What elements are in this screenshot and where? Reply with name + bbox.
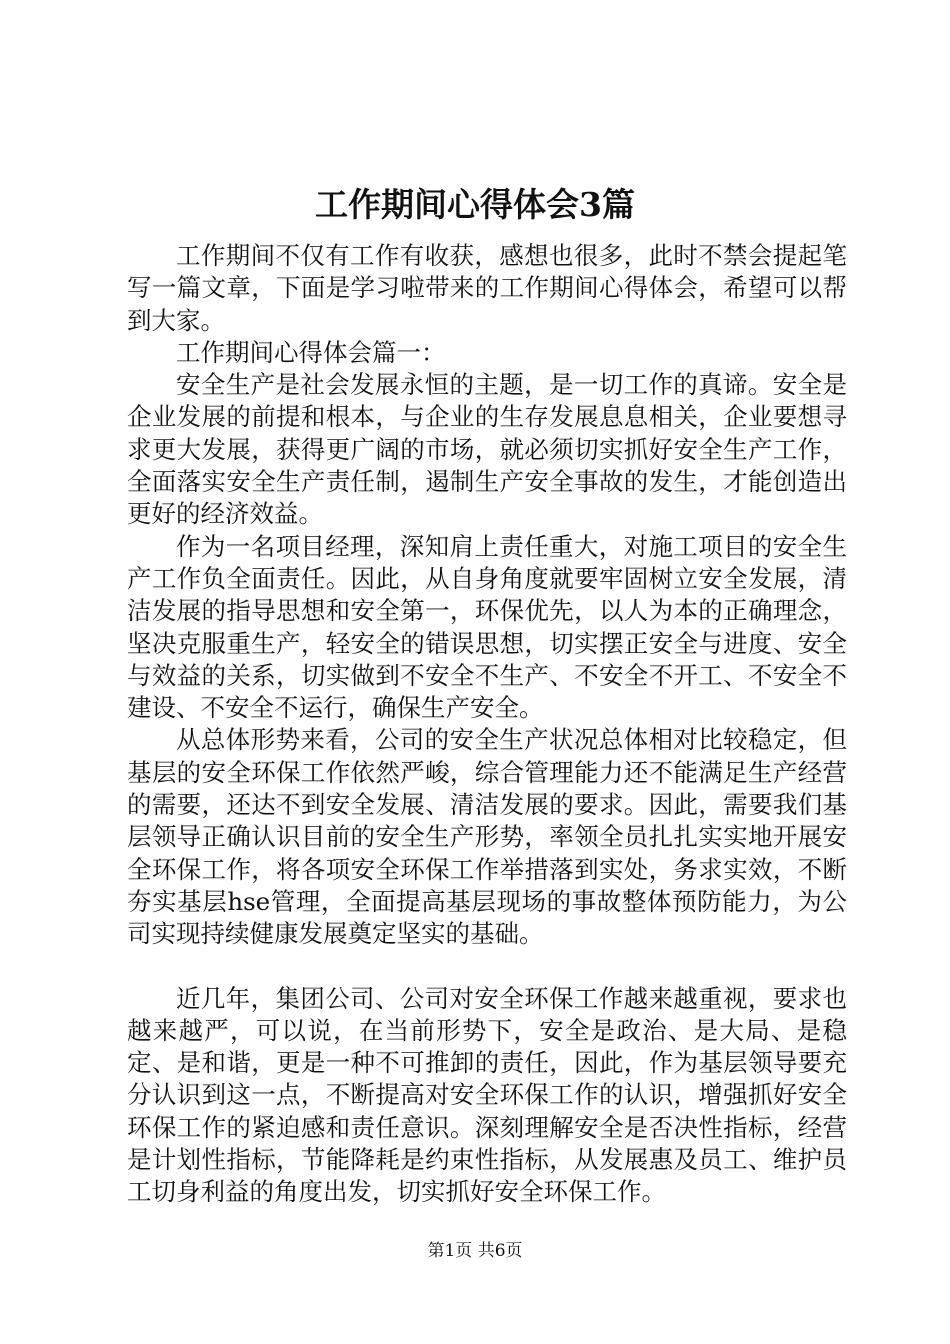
paragraph-project-manager: 作为一名项目经理，深知肩上责任重大，对施工项目的安全生产工作负全面责任。因此，从自身角度就要牢固树立安全发展，清洁发展的指导思想和安全第一，环保优先，以人为本的正确理念，坚决克服重生产，轻安全的错误思想，切实摆正安全与进度、安全与效益的关系，切实做到不安全不生产、不安全不开工、不安全不建设、不安全不运行，确保生产安全。 [127,531,847,723]
paragraph-section-heading: 工作期间心得体会篇一： [176,337,446,367]
page-footer: 第1页 共6页 [427,1241,523,1261]
document-body [127,240,847,1209]
paragraph-intro: 工作期间不仅有工作有收获，感想也很多，此时不禁会提起笔写一篇文章，下面是学习啦带来的工作期间心得体会，希望可以帮到大家。 [127,241,847,335]
paragraph-recent-years: 近几年，集团公司、公司对安全环保工作越来越重视，要求也越来越严，可以说，在当前形势下，安全是政治、是大局、是稳定、是和谐，更是一种不可推卸的责任，因此，作为基层领导要充分认识到这一点，不断提高对安全环保工作的认识，增强抓好安全环保工作的紧迫感和责任意识。深刻理解安全是否决性指标，经营是计划性指标，节能降耗是约束性指标，从发展惠及员工、维护员工切身利益的角度出发，切实抓好安全环保工作。 [127,983,847,1207]
paragraph-safety-theme: 安全生产是社会发展永恒的主题，是一切工作的真谛。安全是企业发展的前提和根本，与企业的生存发展息息相关，企业要想寻求更大发展，获得更广阔的市场，就必须切实抓好安全生产工作，全面落实安全生产责任制，遏制生产安全事故的发生，才能创造出更好的经济效益。 [127,370,847,529]
paragraph-overall-situation: 从总体形势来看，公司的安全生产状况总体相对比较稳定，但基层的安全环保工作依然严峻，综合管理能力还不能满足生产经营的需要，还达不到安全发展、清洁发展的要求。因此，需要我们基层领导正确认识目前的安全生产形势，率领全员扎扎实实地开展安全环保工作，将各项安全环保工作举措落到实处，务求实效，不断夯实基层hse管理，全面提高基层现场的事故整体预防能力，为公司实现持续健康发展奠定坚实的基础。 [127,725,847,949]
document-title: 工作期间心得体会3篇 [315,185,635,224]
